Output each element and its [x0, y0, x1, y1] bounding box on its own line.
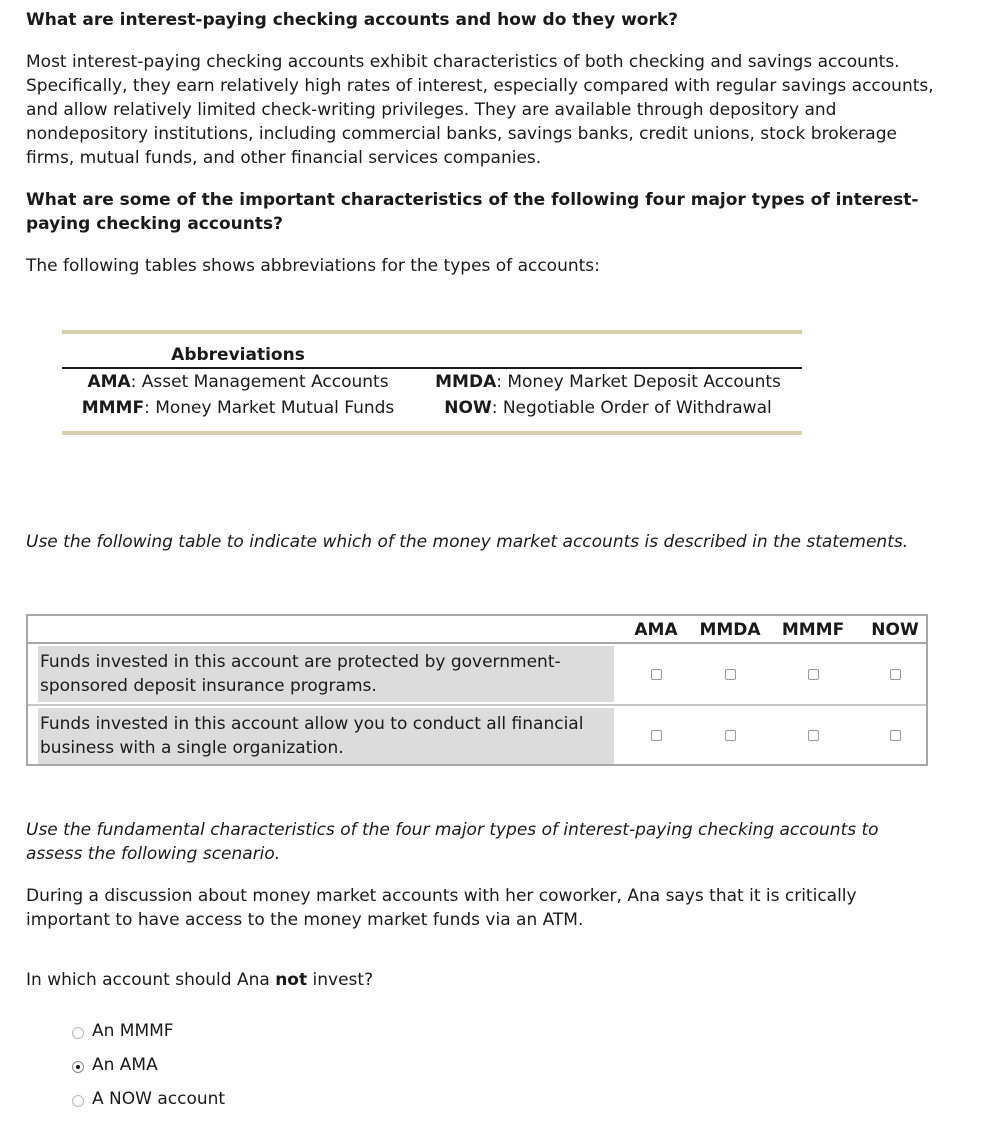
checkbox-mmda[interactable] — [725, 669, 736, 680]
checkbox-ama[interactable] — [651, 669, 662, 680]
abbreviation-entry — [62, 369, 414, 395]
column-header-mmda: MMDA — [699, 620, 761, 640]
statement-text: Funds invested in this account allow you to conduct all financial business with a single organization. — [38, 708, 614, 764]
option-mmmf[interactable] — [72, 1014, 225, 1048]
checkbox-mmda[interactable] — [725, 730, 736, 741]
option-ama[interactable] — [72, 1048, 225, 1082]
scenario-text: During a discussion about money market accounts with her coworker, Ana says that it is critically important to have access to the money market funds via an ATM. — [26, 886, 857, 930]
abbreviation-entry — [414, 395, 802, 421]
matching-table — [26, 614, 928, 766]
abbreviation-meaning: : Money Market Deposit Accounts — [496, 372, 781, 392]
column-header-now: NOW — [871, 620, 919, 640]
abbreviations-row — [62, 395, 802, 421]
abbreviation-code: AMA — [87, 372, 131, 392]
radio-button[interactable] — [72, 1095, 84, 1107]
abbreviation-entry — [62, 395, 414, 421]
option-label: An MMMF — [92, 1021, 174, 1041]
matching-table-header — [28, 616, 926, 644]
statement-column-header — [28, 616, 614, 642]
question-suffix: invest? — [307, 970, 374, 990]
question-emphasis: not — [275, 970, 308, 990]
checkbox-now[interactable] — [890, 730, 901, 741]
checkbox-mmmf[interactable] — [808, 730, 819, 741]
option-now[interactable] — [72, 1082, 225, 1116]
answer-options — [72, 1014, 225, 1116]
option-label: An AMA — [92, 1055, 158, 1075]
abbreviations-bottom-rule — [62, 431, 802, 435]
checkbox-now[interactable] — [890, 669, 901, 680]
abbreviation-meaning: : Negotiable Order of Withdrawal — [491, 398, 772, 418]
abbreviations-row — [62, 369, 802, 395]
abbreviation-code: MMDA — [435, 372, 497, 392]
matching-instructions: Use the following table to indicate which of the money market accounts is described in the statements. — [26, 532, 909, 552]
statement-row — [28, 644, 926, 704]
question-title: What are interest-paying checking accounts and how do they work? — [26, 10, 679, 30]
checkbox-ama[interactable] — [651, 730, 662, 741]
abbreviation-code: MMMF — [81, 398, 145, 418]
characteristics-question-title: What are some of the important characteristics of the following four major types of interest-paying checking accounts? — [26, 190, 919, 234]
abbreviations-table — [62, 330, 802, 435]
tables-intro-text: The following tables shows abbreviations for the types of accounts: — [26, 256, 600, 276]
checkbox-mmmf[interactable] — [808, 669, 819, 680]
statement-text: Funds invested in this account are protected by government-sponsored deposit insurance programs. — [38, 646, 614, 702]
intro-paragraph: Most interest-paying checking accounts exhibit characteristics of both checking and savings accounts. Specifically, they earn relatively high rates of interest, especially compared with regular savings accounts, and allow relatively limited check-writing privileges. They are available through depository and nondepository institutions, including commercial banks, savings banks, credit unions, stock brokerage firms, mutual funds, and other financial services companies. — [26, 52, 934, 168]
option-label: A NOW account — [92, 1089, 226, 1109]
question-prefix: In which account should Ana — [26, 970, 276, 990]
abbreviation-meaning: : Money Market Mutual Funds — [144, 398, 395, 418]
abbreviation-code: NOW — [444, 398, 492, 418]
column-header-ama: AMA — [634, 620, 678, 640]
abbreviation-entry — [414, 369, 802, 395]
radio-button[interactable] — [72, 1061, 84, 1073]
radio-button[interactable] — [72, 1027, 84, 1039]
statement-row — [28, 704, 926, 764]
abbreviations-top-rule — [62, 330, 802, 334]
abbreviations-heading: Abbreviations — [171, 345, 305, 365]
column-header-mmmf: MMMF — [781, 620, 845, 640]
abbreviation-meaning: : Asset Management Accounts — [130, 372, 389, 392]
scenario-question — [26, 968, 926, 992]
scenario-instructions: Use the fundamental characteristics of the four major types of interest-paying checking accounts to assess the following scenario. — [26, 820, 879, 864]
